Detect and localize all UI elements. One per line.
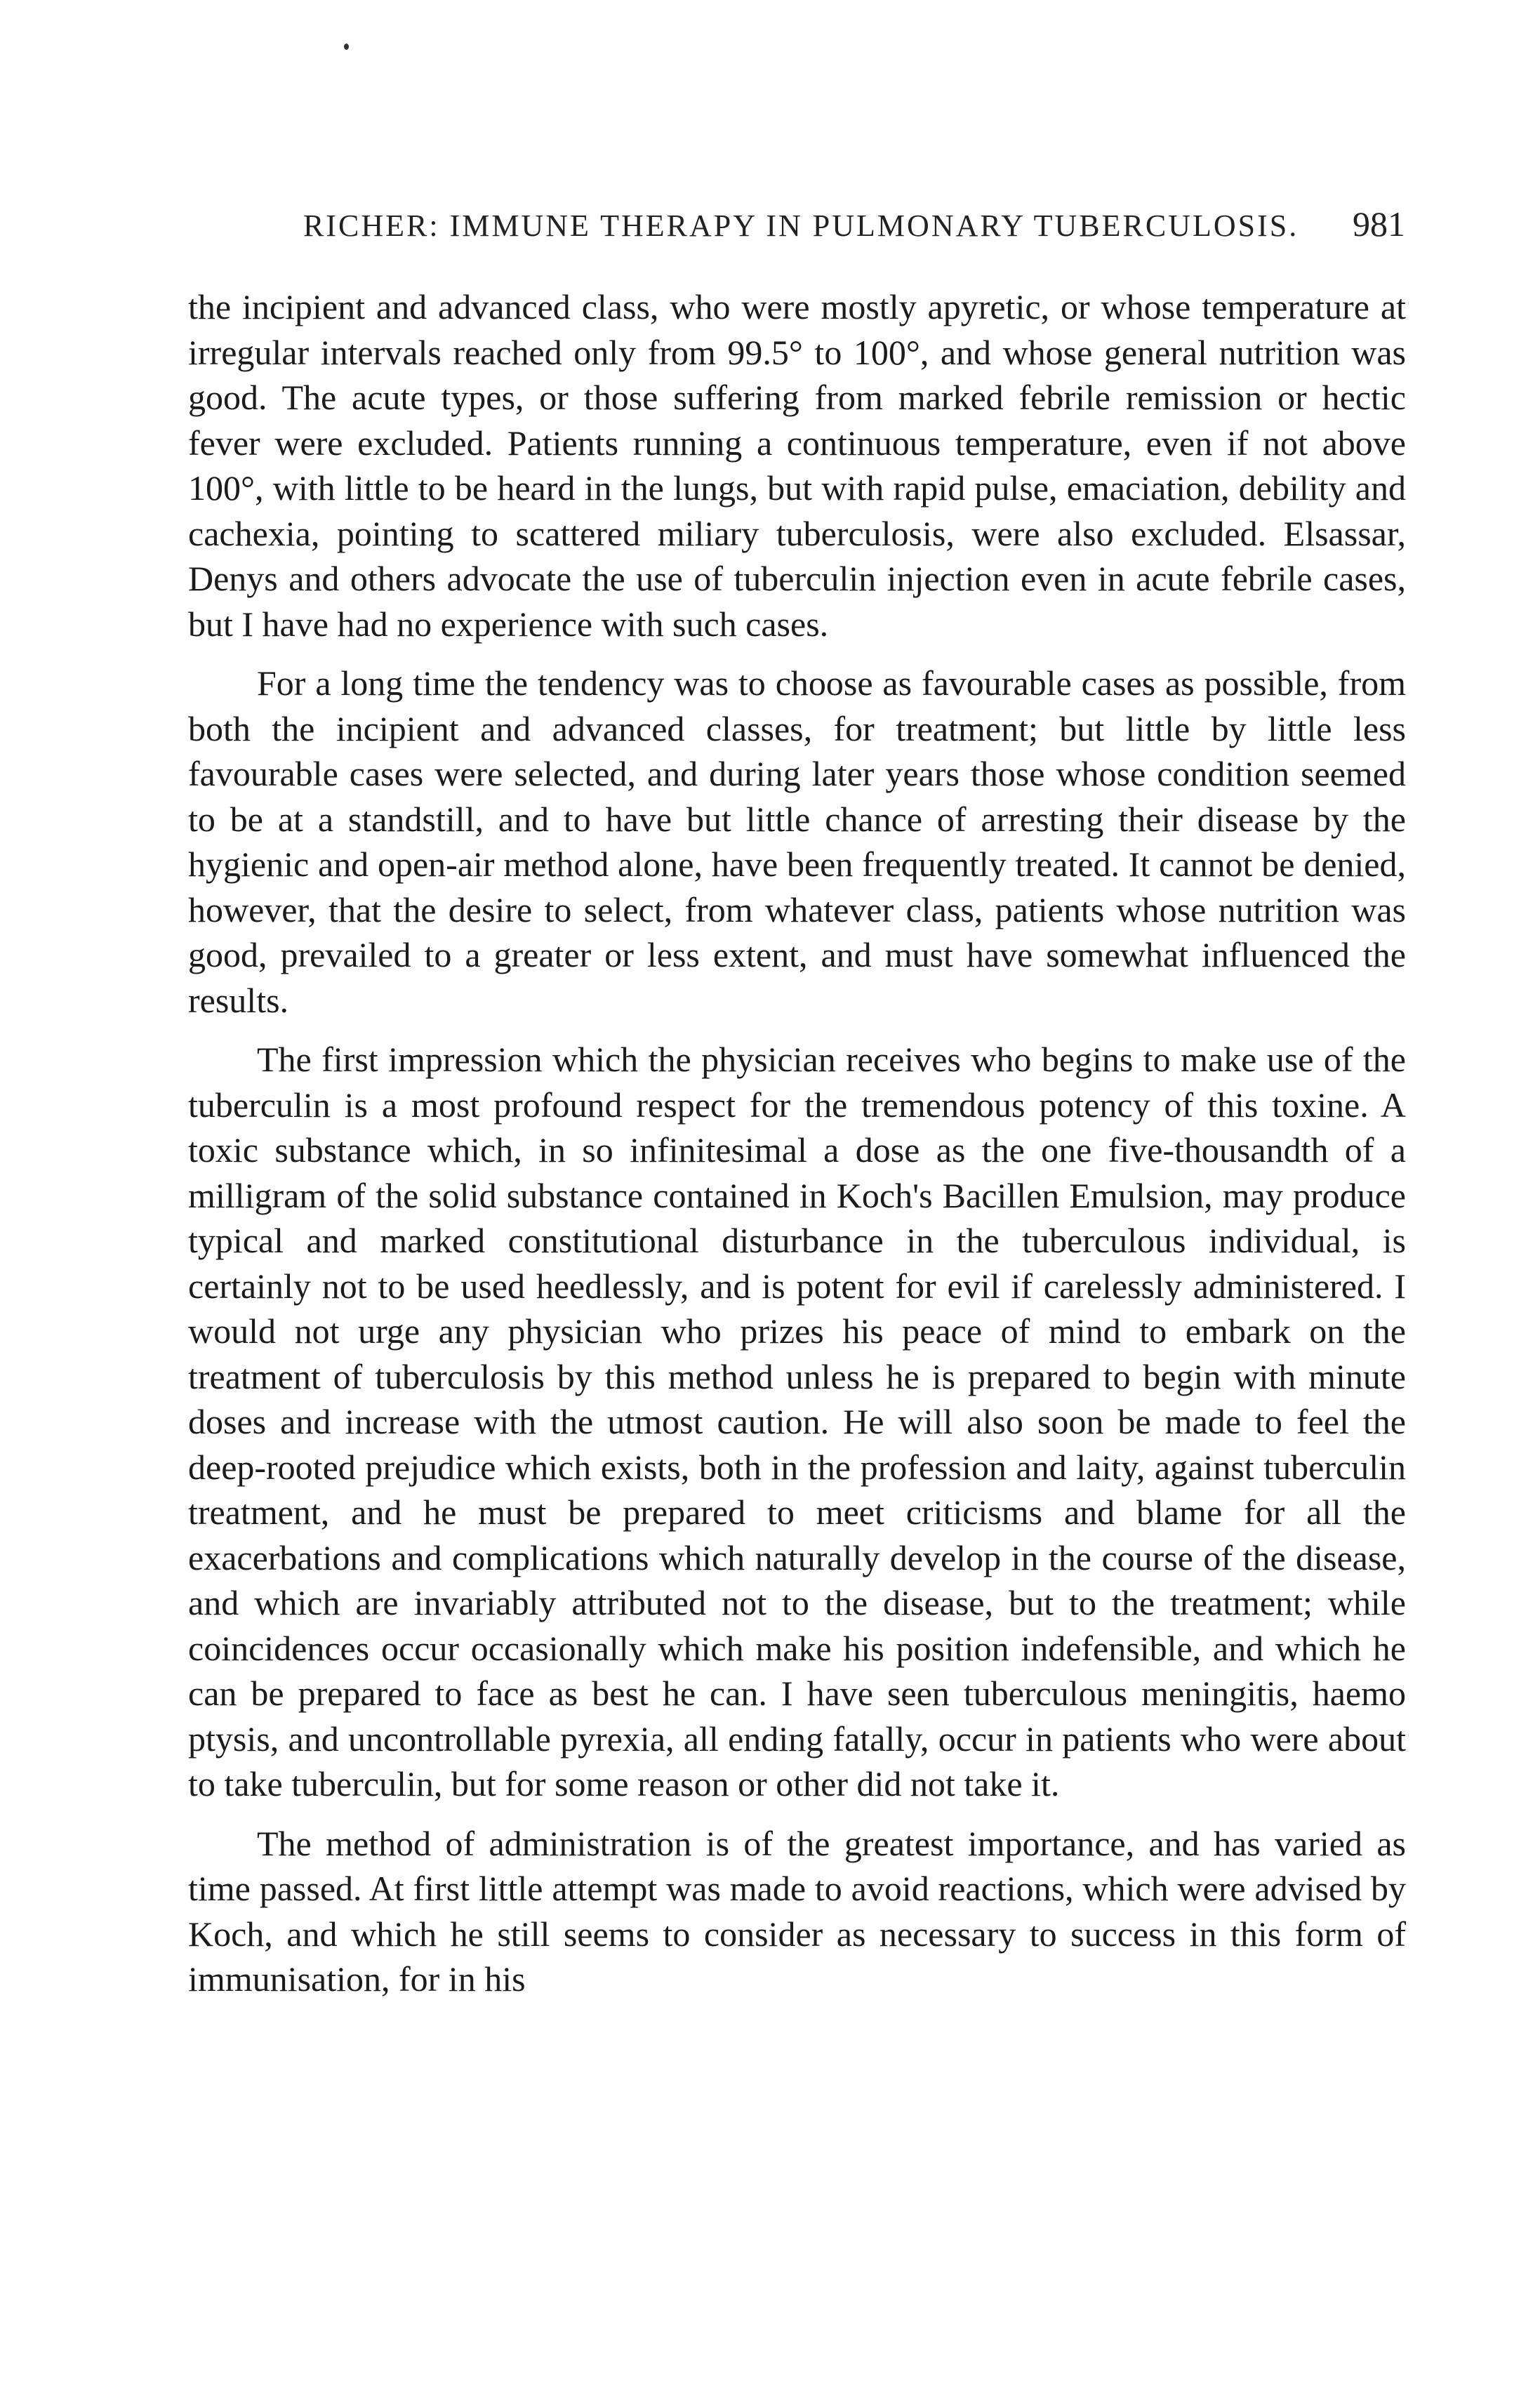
page-number: 981 <box>1353 204 1405 244</box>
body-text <box>188 284 1406 2002</box>
paragraph-4: The method of administration is of the greatest importance, and has varied as time passed. At first little attempt was made to avoid reactions, which were advised by Koch, and which he still seems to consider as necessary to success in this form of immunisation, for in his <box>188 1823 1406 1999</box>
paragraph-3: The first impression which the physician receives who begins to make use of the tuberculin is a most profound respect for the tremendous potency of this toxine. A toxic substance which, in so infinitesimal a dose as the one five-thousandth of a milligram of the solid substance contained in Koch's Bacillen Emulsion, may produce typical and marked constitutional disturbance in the tuberculous individual, is certainly not to be used heedlessly, and is potent for evil if carelessly administered. I would not urge any physician who prizes his peace of mind to embark on the treatment of tuberculosis by this method unless he is prepared to begin with minute doses and increase with the utmost caution. He will also soon be made to feel the deep-rooted prejudice which exists, both in the profession and laity, against tuberculin treatment, and he must be prepared to meet criticisms and blame for all the exacerbations and complications which naturally develop in the course of the disease, and which are invariably attributed not to the disease, but to the treatment; while coincidences occur occasionally which make his position indefensible, and which he can be prepared to face as best he can. I have seen tuberculous meningitis, haemo ptysis, and uncontrollable pyrexia, all ending fatally, occur in patients who were about to take tuberculin, but for some reason or other did not take it. <box>188 1040 1406 1803</box>
paragraph-1: the incipient and advanced class, who were mostly apyretic, or whose temperature at irregular intervals reached only from 99.5° to 100°, and whose general nutrition was good. The acute types, or those suffering from marked febrile remission or hectic fever were excluded. Patients running a continuous temperature, even if not above 100°, with little to be heard in the lungs, but with rapid pulse, emaciation, debility and cachexia, pointing to scattered miliary tuberculosis, were also excluded. Elsassar, Denys and others advocate the use of tuberculin injection even in acute febrile cases, but I have had no experience with such cases. <box>188 287 1406 644</box>
ink-speck <box>344 44 349 50</box>
running-head-title: RICHER: IMMUNE THERAPY IN PULMONARY TUBERCULOSIS. <box>303 208 1299 243</box>
running-head <box>303 204 1405 253</box>
paragraph-2: For a long time the tendency was to choose as favourable cases as possible, from both the incipient and advanced classes, for treatment; but little by little less favourable cases were selected, and during later years those whose condition seemed to be at a standstill, and to have but little chance of arresting their disease by the hygienic and open-air method alone, have been frequently treated. It cannot be denied, however, that the desire to select, from whatever class, patients whose nutrition was good, prevailed to a greater or less extent, and must have somewhat influenced the results. <box>188 663 1406 1020</box>
